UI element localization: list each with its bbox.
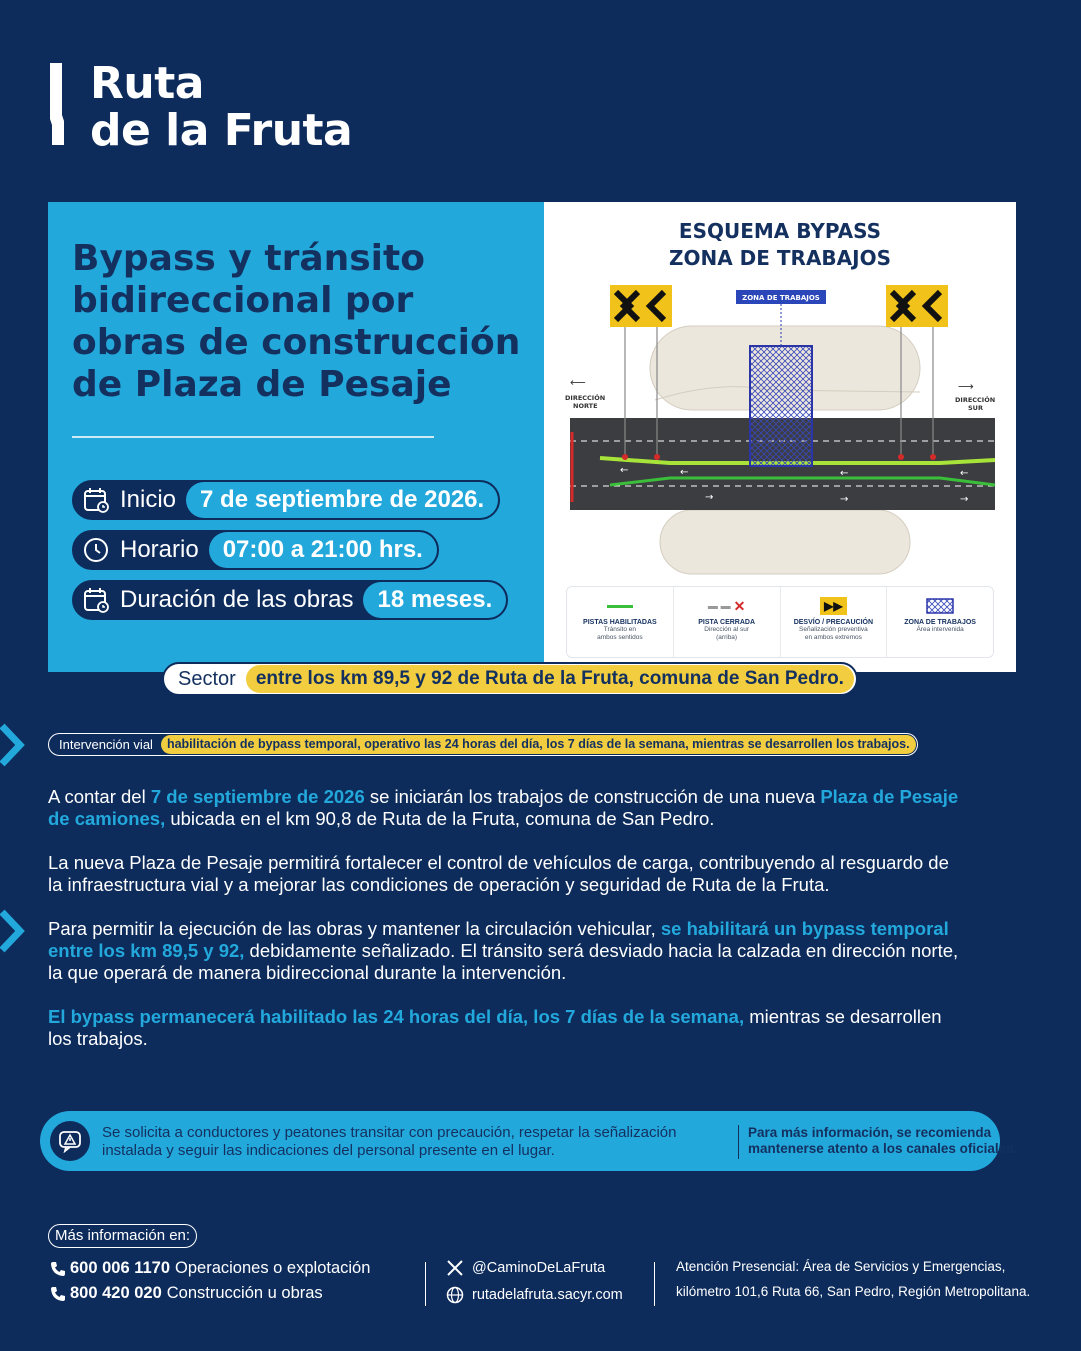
phone-icon <box>50 1261 66 1277</box>
brand-line-1: Ruta <box>90 58 204 109</box>
schedule-label: Horario <box>120 536 199 563</box>
brand-line-2: de la Fruta <box>90 105 353 156</box>
sector-pill <box>162 662 858 696</box>
paragraph-1: A contar del 7 de septiembre de 2026 se iniciarán los trabajos de construcción de una nueva Plaza de Pesaje de camiones, ubicada en el km 90,8 de Ruta de la Fruta, comuna de San Pedro. <box>48 786 959 829</box>
footer-divider <box>425 1262 426 1306</box>
scheme-title-line-1: ESQUEMA BYPASS <box>678 219 882 243</box>
bypass-diagram <box>560 280 1000 580</box>
website-url: rutadelafruta.sacyr.com <box>472 1287 623 1303</box>
legend-item-detour: ▶▶ DESVÍO / PRECAUCIÓN Señalización preventiva en ambos extremos <box>781 587 888 657</box>
social-handle: @CaminoDeLaFruta <box>472 1260 606 1276</box>
social-link[interactable] <box>446 1259 605 1277</box>
notice-banner <box>40 1111 1018 1171</box>
duration-pill <box>72 580 508 620</box>
phone1-desc: Operaciones o explotación <box>175 1259 371 1277</box>
paragraph-4: El bypass permanecerá habilitado las 24 horas del día, los 7 días de la semana, mientras se desarrollen los trabajos. <box>48 1006 942 1049</box>
phone2-number: 800 420 020 <box>70 1284 162 1302</box>
lower-island <box>660 510 910 574</box>
duration-value: 18 meses. <box>363 582 506 618</box>
phone-construction[interactable] <box>50 1284 323 1303</box>
svg-text:→: → <box>840 494 849 505</box>
warning-icon <box>50 1121 90 1161</box>
paragraph-2: La nueva Plaza de Pesaje permitirá fortalecer el control de vehículos de carga, contribuyendo al resguardo de la infraestructura vial y a mejorar las condiciones de operación y seguridad de Ruta de la Fruta. <box>48 852 949 895</box>
attention-line-1: Atención Presencial: Área de Servicios y Emergencias, <box>676 1259 1006 1274</box>
phone-icon <box>50 1286 66 1302</box>
logo-mark-icon <box>50 63 64 145</box>
footer-divider <box>654 1262 655 1306</box>
legend-item-closed-lane: ▬ ▬ ✕ PISTA CERRADA Dirección al sur (arriba) <box>674 587 781 657</box>
svg-text:←: ← <box>620 465 629 476</box>
sector-label: Sector <box>178 667 236 690</box>
intervention-pill <box>48 733 918 756</box>
svg-text:⟶: ⟶ <box>958 380 974 393</box>
chevron-right-icon <box>0 722 30 768</box>
chevron-right-icon <box>0 908 30 954</box>
page-title: Bypass y tránsito bidireccional por obras de construcción de Plaza de Pesaje <box>72 238 521 405</box>
sector-value: entre los km 89,5 y 92 de Ruta de la Fruta, comuna de San Pedro. <box>246 665 854 693</box>
work-zone-tag: ZONA DE TRABAJOS <box>742 294 820 302</box>
clock-icon <box>82 536 110 564</box>
website-link[interactable] <box>446 1286 623 1304</box>
svg-text:←: ← <box>960 468 969 479</box>
dir-south-line-2: SUR <box>968 404 983 412</box>
duration-label: Duración de las obras <box>120 586 354 613</box>
notice-divider <box>738 1125 739 1159</box>
dir-north-line-1: DIRECCIÓN <box>565 394 606 402</box>
svg-text:→: → <box>960 494 969 505</box>
x-logo-icon <box>446 1259 464 1277</box>
start-value: 7 de septiembre de 2026. <box>186 482 498 518</box>
more-info-label: Más información en: <box>48 1224 197 1248</box>
legend-item-open-lanes: PISTAS HABILITADAS Tránsito en ambos sentidos <box>567 587 674 657</box>
phone1-number: 600 006 1170 <box>70 1259 171 1277</box>
calendar-icon <box>82 486 110 514</box>
legend-item-work-zone: ZONA DE TRABAJOS Área intervenida <box>887 587 993 657</box>
intervention-label: Intervención vial <box>59 737 153 752</box>
phone-operations[interactable] <box>50 1259 370 1278</box>
start-date-pill <box>72 480 500 520</box>
svg-text:⟵: ⟵ <box>570 376 586 389</box>
svg-text:←: ← <box>840 468 849 479</box>
notice-message: Se solicita a conductores y peatones transitar con precaución, respetar la señalización instalada y seguir las indicaciones del personal presente en el lugar. <box>102 1124 677 1159</box>
title-divider <box>72 436 434 438</box>
svg-text:→: → <box>705 492 714 503</box>
scheme-title-line-2: ZONA DE TRABAJOS <box>668 246 891 270</box>
scheme-legend <box>566 586 994 658</box>
calendar-icon <box>82 586 110 614</box>
globe-icon <box>446 1286 464 1304</box>
body-text <box>48 786 968 1072</box>
notice-info: Para más información, se recomienda mantenerse atento a los canales oficiales. <box>748 1125 1018 1156</box>
schedule-value: 07:00 a 21:00 hrs. <box>209 532 437 568</box>
dir-south-line-1: DIRECCIÓN <box>955 396 996 404</box>
phone2-desc: Construcción u obras <box>166 1284 323 1302</box>
work-zone <box>750 346 812 466</box>
paragraph-3: Para permitir la ejecución de las obras y mantener la circulación vehicular, se habilitará un bypass temporal entre los km 89,5 y 92, debidamente señalizado. El tránsito será desviado hacia la calzada en dirección norte, la que operará de manera bidireccional durante la intervención. <box>48 918 959 983</box>
start-label: Inicio <box>120 486 177 513</box>
brand-name <box>90 60 352 154</box>
intervention-value: habilitación de bypass temporal, operativo las 24 horas del día, los 7 días de la semana, mientras se desarrollen los trabajos. <box>161 735 916 754</box>
attention-line-2: kilómetro 101,6 Ruta 66, San Pedro, Región Metropolitana. <box>676 1284 1031 1299</box>
scheme-title <box>544 218 1016 272</box>
schedule-pill <box>72 530 439 570</box>
dir-north-line-2: NORTE <box>573 402 598 410</box>
svg-text:←: ← <box>680 467 689 478</box>
